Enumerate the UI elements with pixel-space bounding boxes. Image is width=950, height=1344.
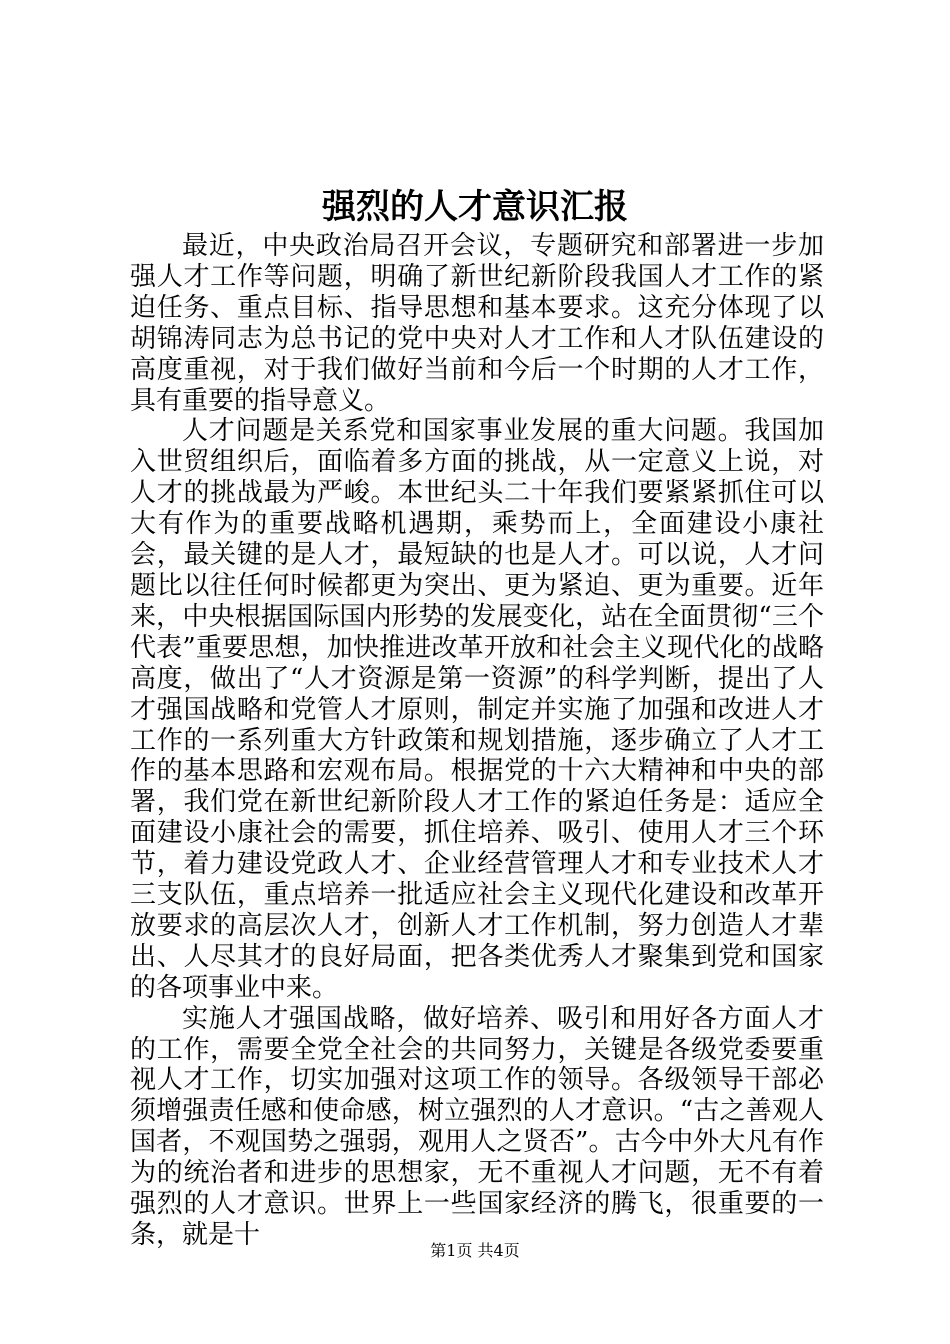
document-title: 强烈的人才意识汇报 (322, 187, 628, 227)
document-body (130, 231, 824, 1251)
page-footer: 第1页 共4页 (430, 1241, 520, 1260)
paragraph: 人才问题是关系党和国家事业发展的重大问题。我国加入世贸组织后，面临着多方面的挑战，从一定意义上说，对人才的挑战最为严峻。本世纪头二十年我们要紧紧抓住可以大有作为的重要战略机遇期，乘势而上，全面建设小康社会，最关键的是人才，最短缺的也是人才。可以说，人才问题比以往任何时候都更为突出、更为紧迫、更为重要。近年来，中央根据国际国内形势的发展变化，站在全面贯彻“三个代表”重要思想，加快推进改革开放和社会主义现代化的战略高度，做出了“人才资源是第一资源”的科学判断，提出了人才强国战略和党管人才原则，制定并实施了加强和改进人才工作的一系列重大方针政策和规划措施，逐步确立了人才工作的基本思路和宏观布局。根据党的十六大精神和中央的部署，我们党在新世纪新阶段人才工作的紧迫任务是：适应全面建设小康社会的需要，抓住培养、吸引、使用人才三个环节，着力建设党政人才、企业经营管理人才和专业技术人才三支队伍，重点培养一批适应社会主义现代化建设和改革开放要求的高层次人才，创新人才工作机制，努力创造人才辈出、人尽其才的良好局面，把各类优秀人才聚集到党和国家的各项事业中来。 (130, 416, 824, 1003)
paragraph: 最近，中央政治局召开会议，专题研究和部署进一步加强人才工作等问题，明确了新世纪新阶段我国人才工作的紧迫任务、重点目标、指导思想和基本要求。这充分体现了以胡锦涛同志为总书记的党中央对人才工作和人才队伍建设的高度重视，对于我们做好当前和今后一个时期的人才工作，具有重要的指导意义。 (130, 231, 824, 416)
paragraph: 实施人才强国战略，做好培养、吸引和用好各方面人才的工作，需要全党全社会的共同努力，关键是各级党委要重视人才工作，切实加强对这项工作的领导。各级领导干部必须增强责任感和使命感，树立强烈的人才意识。“古之善观人国者，不观国势之强弱，观用人之贤否”。古今中外大凡有作为的统治者和进步的思想家，无不重视人才问题，无不有着强烈的人才意识。世界上一些国家经济的腾飞，很重要的一条，就是十 (130, 1003, 824, 1250)
